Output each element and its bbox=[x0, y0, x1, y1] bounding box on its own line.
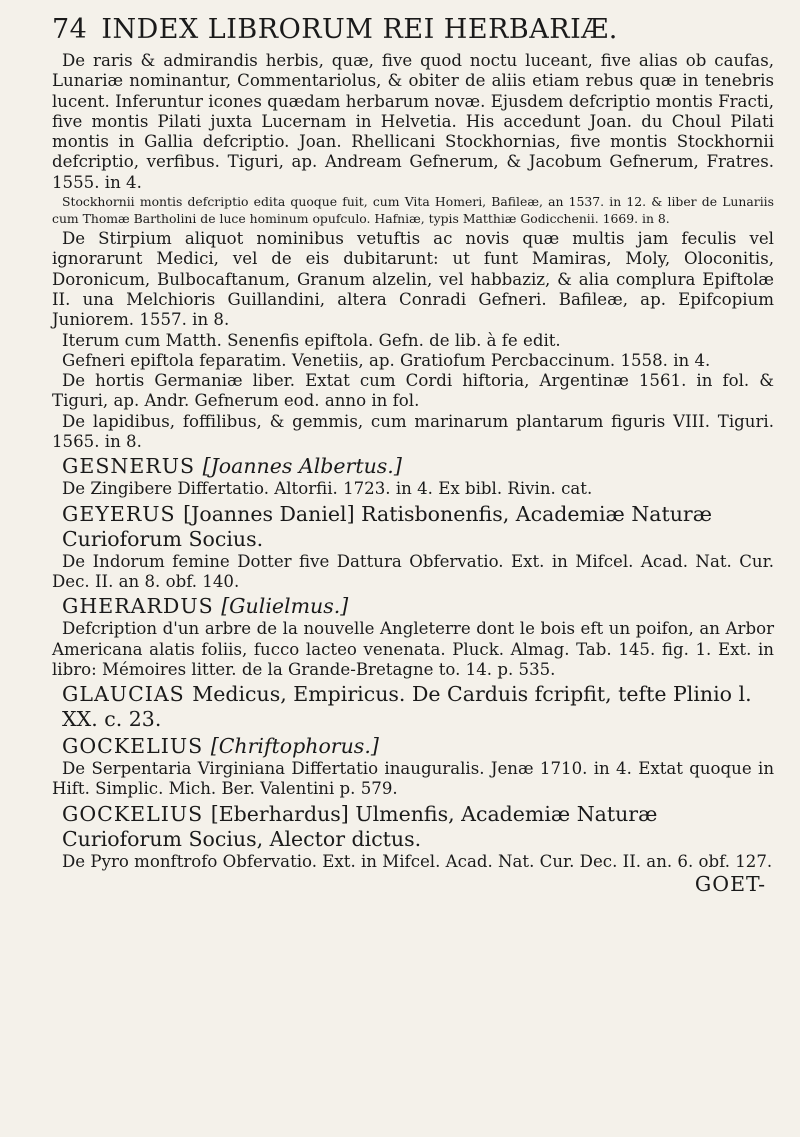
entry-heading bbox=[62, 734, 774, 759]
catchword: GOET- bbox=[694, 872, 766, 897]
entry-heading bbox=[62, 594, 774, 619]
page-header bbox=[52, 14, 774, 45]
author-forename: [Joannes Daniel] Ratisbonenfis, Academiæ Naturæ Curioforum Socius. bbox=[62, 501, 712, 551]
entry-heading bbox=[62, 454, 774, 479]
text-paragraph: Gefneri epiftola feparatim. Venetiis, ap. Gratiofum Percbaccinum. 1558. in 4. bbox=[62, 350, 711, 370]
text-paragraph: De lapidibus, foffilibus, & gemmis, cum marinarum plantarum figuris VIII. Tiguri. 1565. in 8. bbox=[52, 411, 774, 452]
author-name: GESNERUS bbox=[62, 454, 196, 479]
author-name: GEYERUS bbox=[62, 501, 176, 526]
note-paragraph: Stockhornii montis defcriptio edita quoque fuit, cum Vita Homeri, Bafileæ, an 1537. in 12. & liber de Lunariis cum Thomæ Bartholini de luce hominum opufculo. Hafniæ, typis Matthiæ Godicchenii. 1669. in 8. bbox=[52, 194, 774, 227]
author-forename: [Gulielmus.] bbox=[221, 594, 349, 619]
author-forename: [Joannes Albertus.] bbox=[202, 454, 402, 479]
author-forename: [Eberhardus] Ulmenfis, Academiæ Naturæ Curioforum Socius, Alector dictus. bbox=[62, 801, 658, 851]
author-forename: [Chriftophorus.] bbox=[210, 734, 379, 759]
author-name: GOCKELIUS bbox=[62, 734, 204, 759]
author-forename: Medicus, Empiricus. De Carduis fcripfit, tefte Plinio l. XX. c. 23. bbox=[62, 682, 752, 732]
text-paragraph: De Pyro monftrofo Obfervatio. Ext. in Mifcel. Acad. Nat. Cur. Dec. II. an. 6. obf. 127. bbox=[62, 851, 773, 871]
text-paragraph: De Serpentaria Virginiana Differtatio inauguralis. Jenæ 1710. in 4. Extat quoque in Hift. Simplic. Mich. Ber. Valentini p. 579. bbox=[52, 759, 774, 799]
text-paragraph: De Zingibere Differtatio. Altorfii. 1723. in 4. Ex bibl. Rivin. cat. bbox=[62, 479, 593, 499]
entry-heading bbox=[62, 682, 774, 732]
text-paragraph: Iterum cum Matth. Senenfis epiftola. Gefn. de lib. à fe edit. bbox=[62, 330, 561, 350]
author-name: GLAUCIAS bbox=[62, 682, 185, 707]
author-name: GHERARDUS bbox=[62, 594, 214, 619]
author-name: GOCKELIUS bbox=[62, 801, 204, 826]
text-paragraph: De Stirpium aliquot nominibus vetuftis ac novis quæ multis jam feculis vel ignorarunt Medici, vel de eis dubitarunt: ut funt Mamiras, Moly, Oloconitis, Doronicum, Bulbocaftanum, Granum alzelin, vel habbaziz, & alia complura Epiftolæ II. una Melchioris Guillandini, altera Conradi Gefneri. Bafileæ, ap. Epifcopium Juniorem. 1557. in 8. bbox=[52, 229, 774, 330]
page-number: 74 bbox=[52, 14, 88, 45]
text-paragraph: De hortis Germaniæ liber. Extat cum Cordi hiftoria, Argentinæ 1561. in fol. & Tiguri, ap. Andr. Gefnerum eod. anno in fol. bbox=[52, 371, 774, 411]
text-paragraph: Defcription d'un arbre de la nouvelle Angleterre dont le bois eft un poifon, an Arbor Americana alatis foliis, fucco lacteo venenata. Pluck. Almag. Tab. 145. fig. 1. Ext. in libro: Mémoires litter. de la Grande-Bretagne to. 14. p. 535. bbox=[52, 619, 774, 679]
entry-heading bbox=[62, 802, 774, 852]
entry-heading bbox=[62, 502, 774, 552]
running-title: INDEX LIBRORUM REI HERBARIÆ. bbox=[101, 14, 618, 45]
text-paragraph: De raris & admirandis herbis, quæ, five quod noctu luceant, five alias ob caufas, Lunariæ nominantur, Commentariolus, & obiter de aliis etiam rebus quæ in tenebris lucent. Inferuntur icones quædam herbarum novæ. Ejusdem defcriptio montis Fracti, five montis Pilati juxta Lucernam in Helvetia. His accedunt Joan. du Choul Pilati montis in Gallia defcriptio. Joan. Rhellicani Stockhornias, five montis Stockhornii defcriptio, verfibus. Tiguri, ap. Andream Gefnerum, & Jacobum Gefnerum, Fratres. 1555. in 4. bbox=[52, 51, 774, 192]
text-paragraph: De Indorum femine Dotter five Dattura Obfervatio. Ext. in Mifcel. Acad. Nat. Cur. Dec. II. an 8. obf. 140. bbox=[52, 551, 774, 591]
